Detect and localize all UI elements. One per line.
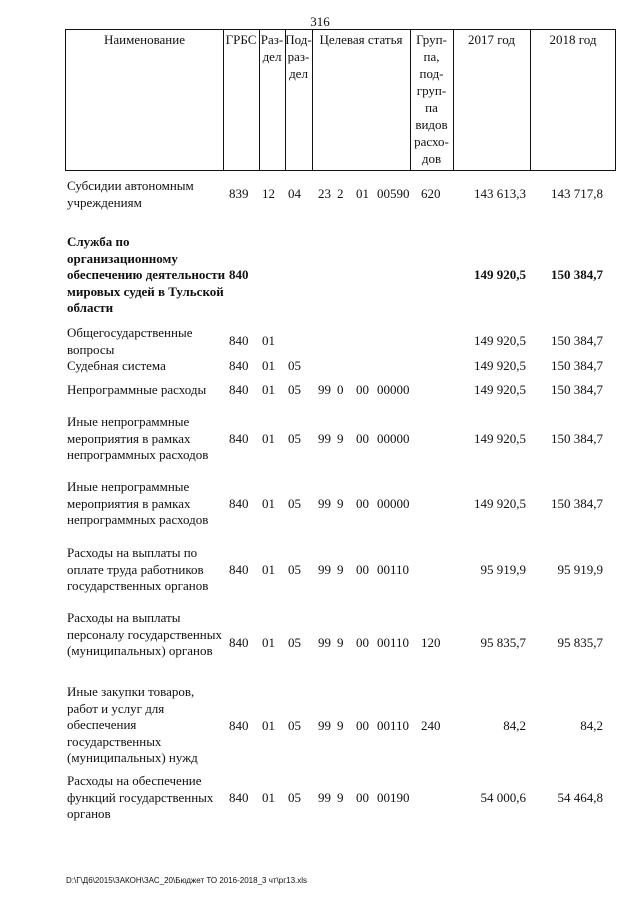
- row-razdel: 01: [262, 382, 275, 397]
- row-name: Иные непрограммные мероприятия в рамках непрограммных расходов: [67, 479, 209, 527]
- row-expense-type: 240: [421, 718, 441, 733]
- row-amount-2018: 143 717,8: [551, 186, 603, 201]
- row-amount-2018: 150 384,7: [551, 267, 603, 282]
- row-grbs: 840: [229, 790, 249, 805]
- row-grbs: 840: [229, 382, 249, 397]
- header-2018: 2018 год: [549, 32, 597, 47]
- row-grbs: 840: [229, 333, 249, 348]
- column-divider: [223, 30, 224, 170]
- row-razdel: 01: [262, 718, 275, 733]
- row-target-event: 00: [356, 431, 369, 446]
- row-name: Непрограммные расходы: [67, 382, 207, 397]
- row-target-direction: 00110: [377, 718, 410, 733]
- row-grbs: 840: [229, 431, 249, 446]
- row-amount-2018: 95 835,7: [557, 635, 603, 650]
- row-name: Расходы на обеспечение функций государственных органов: [67, 773, 214, 821]
- row-podrazdel: 05: [288, 358, 301, 373]
- row-amount-2017: 84,2: [503, 718, 526, 733]
- column-divider: [453, 30, 454, 170]
- row-name: Субсидии автономным учреждениям: [67, 178, 194, 210]
- row-name: Служба по организационному обеспечению деятельности мировых судей в Тульской области: [67, 234, 226, 315]
- file-path-footer: D:\Г\Д6\2015\ЗАКОН\ЗАС_20\Бюджет ТО 2016-2018_3 чт\рг13.xls: [66, 876, 308, 885]
- row-amount-2017: 149 920,5: [474, 333, 526, 348]
- row-target-event: 00: [356, 382, 369, 397]
- row-razdel: 01: [262, 358, 275, 373]
- row-podrazdel: 05: [288, 718, 301, 733]
- row-amount-2018: 150 384,7: [551, 496, 603, 511]
- row-razdel: 01: [262, 635, 275, 650]
- row-expense-type: 120: [421, 635, 441, 650]
- row-amount-2018: 95 919,9: [557, 562, 603, 577]
- row-target-program: 99: [318, 790, 331, 805]
- header-name: Наименование: [104, 32, 185, 47]
- row-amount-2018: 84,2: [580, 718, 603, 733]
- row-target-direction: 00000: [377, 382, 410, 397]
- row-amount-2017: 149 920,5: [474, 358, 526, 373]
- row-razdel: 12: [262, 186, 275, 201]
- row-target-direction: 00110: [377, 635, 410, 650]
- row-target-subprogram: 9: [337, 790, 344, 805]
- table-header: [65, 29, 616, 171]
- row-target-subprogram: 9: [337, 635, 344, 650]
- header-grbs: ГРБС: [225, 32, 257, 47]
- row-target-subprogram: 9: [337, 562, 344, 577]
- row-grbs: 840: [229, 267, 249, 282]
- row-expense-type: 620: [421, 186, 441, 201]
- row-podrazdel: 05: [288, 431, 301, 446]
- row-razdel: 01: [262, 431, 275, 446]
- row-target-event: 00: [356, 562, 369, 577]
- row-amount-2018: 54 464,8: [557, 790, 603, 805]
- row-target-subprogram: 9: [337, 431, 344, 446]
- row-podrazdel: 05: [288, 562, 301, 577]
- row-target-direction: 00000: [377, 496, 410, 511]
- row-target-program: 23: [318, 186, 331, 201]
- row-target-program: 99: [318, 431, 331, 446]
- row-podrazdel: 05: [288, 496, 301, 511]
- page-number: 316: [310, 14, 330, 29]
- header-razdel: Раз- дел: [260, 32, 284, 64]
- row-grbs: 840: [229, 718, 249, 733]
- row-amount-2017: 143 613,3: [474, 186, 526, 201]
- row-target-program: 99: [318, 496, 331, 511]
- row-razdel: 01: [262, 333, 275, 348]
- row-name: Общегосударственные вопросы: [67, 325, 193, 357]
- row-target-event: 00: [356, 718, 369, 733]
- row-target-event: 00: [356, 496, 369, 511]
- row-target-program: 99: [318, 562, 331, 577]
- row-name: Расходы на выплаты по оплате труда работников государственных органов: [67, 545, 209, 593]
- row-amount-2017: 149 920,5: [474, 496, 526, 511]
- row-amount-2017: 149 920,5: [474, 267, 526, 282]
- row-amount-2018: 150 384,7: [551, 431, 603, 446]
- row-target-direction: 00110: [377, 562, 410, 577]
- row-grbs: 840: [229, 635, 249, 650]
- row-name: Иные закупки товаров, работ и услуг для обеспечения государственных (муниципальных) нужд: [67, 684, 198, 765]
- row-target-event: 01: [356, 186, 369, 201]
- row-podrazdel: 05: [288, 382, 301, 397]
- row-target-event: 00: [356, 790, 369, 805]
- row-name: Иные непрограммные мероприятия в рамках непрограммных расходов: [67, 414, 209, 462]
- header-2017: 2017 год: [468, 32, 515, 47]
- row-podrazdel: 04: [288, 186, 301, 201]
- row-target-subprogram: 2: [337, 186, 344, 201]
- row-target-subprogram: 0: [337, 382, 344, 397]
- row-target-program: 99: [318, 635, 331, 650]
- row-target-event: 00: [356, 635, 369, 650]
- row-target-program: 99: [318, 382, 331, 397]
- row-amount-2017: 149 920,5: [474, 382, 526, 397]
- row-name: Расходы на выплаты персоналу государственных (муниципальных) органов: [67, 610, 223, 658]
- row-amount-2017: 95 835,7: [480, 635, 526, 650]
- row-amount-2017: 95 919,9: [480, 562, 526, 577]
- row-target-program: 99: [318, 718, 331, 733]
- row-target-subprogram: 9: [337, 496, 344, 511]
- row-target-direction: 00590: [377, 186, 410, 201]
- row-target-direction: 00190: [377, 790, 410, 805]
- row-podrazdel: 05: [288, 790, 301, 805]
- row-name: Судебная система: [67, 358, 166, 373]
- row-amount-2018: 150 384,7: [551, 333, 603, 348]
- row-podrazdel: 05: [288, 635, 301, 650]
- row-amount-2018: 150 384,7: [551, 358, 603, 373]
- header-vid: Груп- па, под- груп- па видов расхо- дов: [414, 32, 449, 166]
- row-grbs: 840: [229, 496, 249, 511]
- column-divider: [530, 30, 531, 170]
- header-target: Целевая статья: [319, 32, 403, 47]
- row-razdel: 01: [262, 790, 275, 805]
- row-razdel: 01: [262, 562, 275, 577]
- row-amount-2017: 54 000,6: [480, 790, 526, 805]
- row-grbs: 840: [229, 562, 249, 577]
- row-grbs: 839: [229, 186, 249, 201]
- column-divider: [312, 30, 313, 170]
- row-razdel: 01: [262, 496, 275, 511]
- row-amount-2017: 149 920,5: [474, 431, 526, 446]
- row-target-subprogram: 9: [337, 718, 344, 733]
- row-target-direction: 00000: [377, 431, 410, 446]
- header-podrazdel: Под- раз- дел: [285, 32, 312, 81]
- row-grbs: 840: [229, 358, 249, 373]
- row-amount-2018: 150 384,7: [551, 382, 603, 397]
